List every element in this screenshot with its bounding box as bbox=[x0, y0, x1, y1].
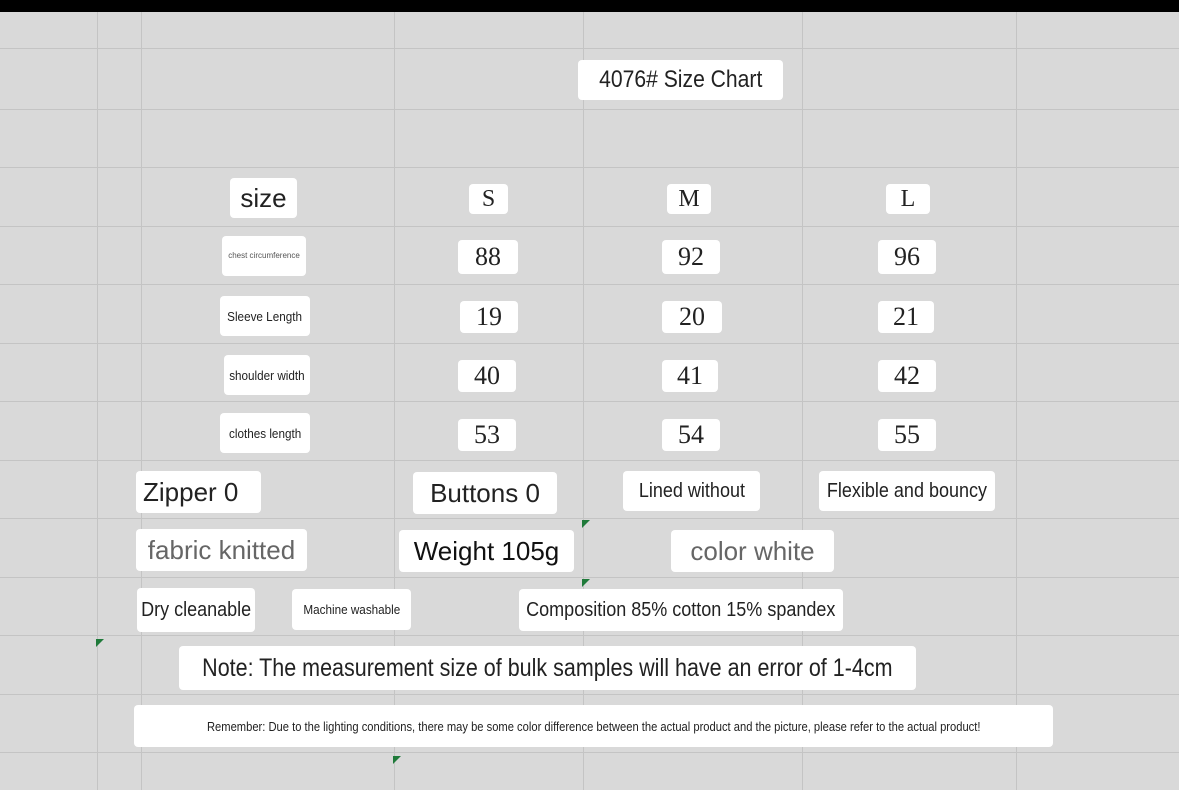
cell-marker-icon bbox=[393, 756, 401, 764]
grid-row-line bbox=[0, 284, 1179, 285]
lined-text: Lined without bbox=[638, 480, 745, 502]
cell-value: 96 bbox=[894, 242, 920, 271]
weight-label bbox=[399, 530, 574, 572]
size-header-l bbox=[886, 184, 930, 214]
color-text: color white bbox=[690, 536, 815, 566]
shoulder-s-value bbox=[458, 360, 516, 392]
chest-s-value bbox=[458, 240, 518, 274]
fabric-label bbox=[136, 529, 307, 571]
composition-text: Composition 85% cotton 15% spandex bbox=[526, 599, 836, 621]
sleeve-m-value bbox=[662, 301, 722, 333]
zipper-label bbox=[136, 471, 261, 513]
top-bar bbox=[0, 0, 1179, 12]
chest-l-value bbox=[878, 240, 936, 274]
shoulder-m-value bbox=[662, 360, 718, 392]
size-header-s bbox=[469, 184, 508, 214]
size-l-text: L bbox=[900, 186, 916, 212]
flexibility-label bbox=[819, 471, 995, 511]
row-label-text: chest circumference bbox=[228, 251, 300, 260]
size-header-m bbox=[667, 184, 711, 214]
row-label-text: Sleeve Length bbox=[227, 308, 303, 324]
cell-value: 19 bbox=[476, 302, 502, 331]
cell-value: 54 bbox=[678, 420, 704, 449]
composition-label bbox=[519, 589, 843, 631]
note-text: Note: The measurement size of bulk samples will have an error of 1-4cm bbox=[202, 653, 893, 682]
buttons-text: Buttons 0 bbox=[430, 478, 540, 508]
grid-row-line bbox=[0, 167, 1179, 168]
size-header-text: size bbox=[240, 183, 287, 213]
zipper-text: Zipper 0 bbox=[143, 477, 239, 507]
row-label-chest-circumference bbox=[222, 236, 306, 276]
size-s-text: S bbox=[481, 186, 496, 212]
row-label-text: clothes length bbox=[228, 425, 302, 441]
grid-row-line bbox=[0, 48, 1179, 49]
remember-label bbox=[134, 705, 1053, 747]
weight-text: Weight 105g bbox=[413, 536, 560, 566]
cell-value: 20 bbox=[679, 302, 705, 331]
cell-marker-icon bbox=[96, 639, 104, 647]
grid-row-line bbox=[0, 343, 1179, 344]
size-header-label bbox=[230, 178, 297, 218]
length-s-value bbox=[458, 419, 516, 451]
grid-row-line bbox=[0, 518, 1179, 519]
cell-value: 40 bbox=[474, 361, 500, 390]
row-label-sleeve-length bbox=[220, 296, 310, 336]
grid-row-line bbox=[0, 694, 1179, 695]
cell-value: 42 bbox=[894, 361, 920, 390]
fabric-text: fabric knitted bbox=[147, 535, 296, 565]
cell-marker-icon bbox=[582, 520, 590, 528]
cell-marker-icon bbox=[582, 579, 590, 587]
sleeve-l-value bbox=[878, 301, 934, 333]
note-label bbox=[179, 646, 916, 690]
dry-cleanable-text: Dry cleanable bbox=[140, 599, 252, 621]
sleeve-s-value bbox=[460, 301, 518, 333]
length-m-value bbox=[662, 419, 720, 451]
cell-value: 92 bbox=[678, 242, 704, 271]
grid-row-line bbox=[0, 752, 1179, 753]
cell-value: 55 bbox=[894, 420, 920, 449]
row-label-text: shoulder width bbox=[229, 367, 305, 383]
grid-row-line bbox=[0, 460, 1179, 461]
color-label bbox=[671, 530, 834, 572]
grid-row-line bbox=[0, 109, 1179, 110]
remember-text: Remember: Due to the lighting conditions, there may be some color difference between the actual product and the picture, please refer to the actual product! bbox=[206, 718, 981, 734]
cell-value: 88 bbox=[475, 242, 501, 271]
cell-value: 21 bbox=[893, 302, 919, 331]
grid-row-line bbox=[0, 401, 1179, 402]
dry-cleanable-label bbox=[137, 588, 255, 632]
row-label-shoulder-width bbox=[224, 355, 310, 395]
grid-row-line bbox=[0, 635, 1179, 636]
row-label-clothes-length bbox=[220, 413, 310, 453]
grid-row-line bbox=[0, 577, 1179, 578]
machine-washable-text: Machine washable bbox=[303, 602, 400, 617]
cell-value: 53 bbox=[474, 420, 500, 449]
buttons-label bbox=[413, 472, 557, 514]
flexibility-text: Flexible and bouncy bbox=[826, 480, 988, 502]
size-chart-title-text: 4076# Size Chart bbox=[598, 66, 763, 93]
size-chart-title bbox=[578, 60, 783, 100]
cell-value: 41 bbox=[677, 361, 703, 390]
shoulder-l-value bbox=[878, 360, 936, 392]
chest-m-value bbox=[662, 240, 720, 274]
lined-label bbox=[623, 471, 760, 511]
size-m-text: M bbox=[678, 186, 700, 212]
grid-row-line bbox=[0, 226, 1179, 227]
machine-washable-label bbox=[292, 589, 411, 630]
length-l-value bbox=[878, 419, 936, 451]
